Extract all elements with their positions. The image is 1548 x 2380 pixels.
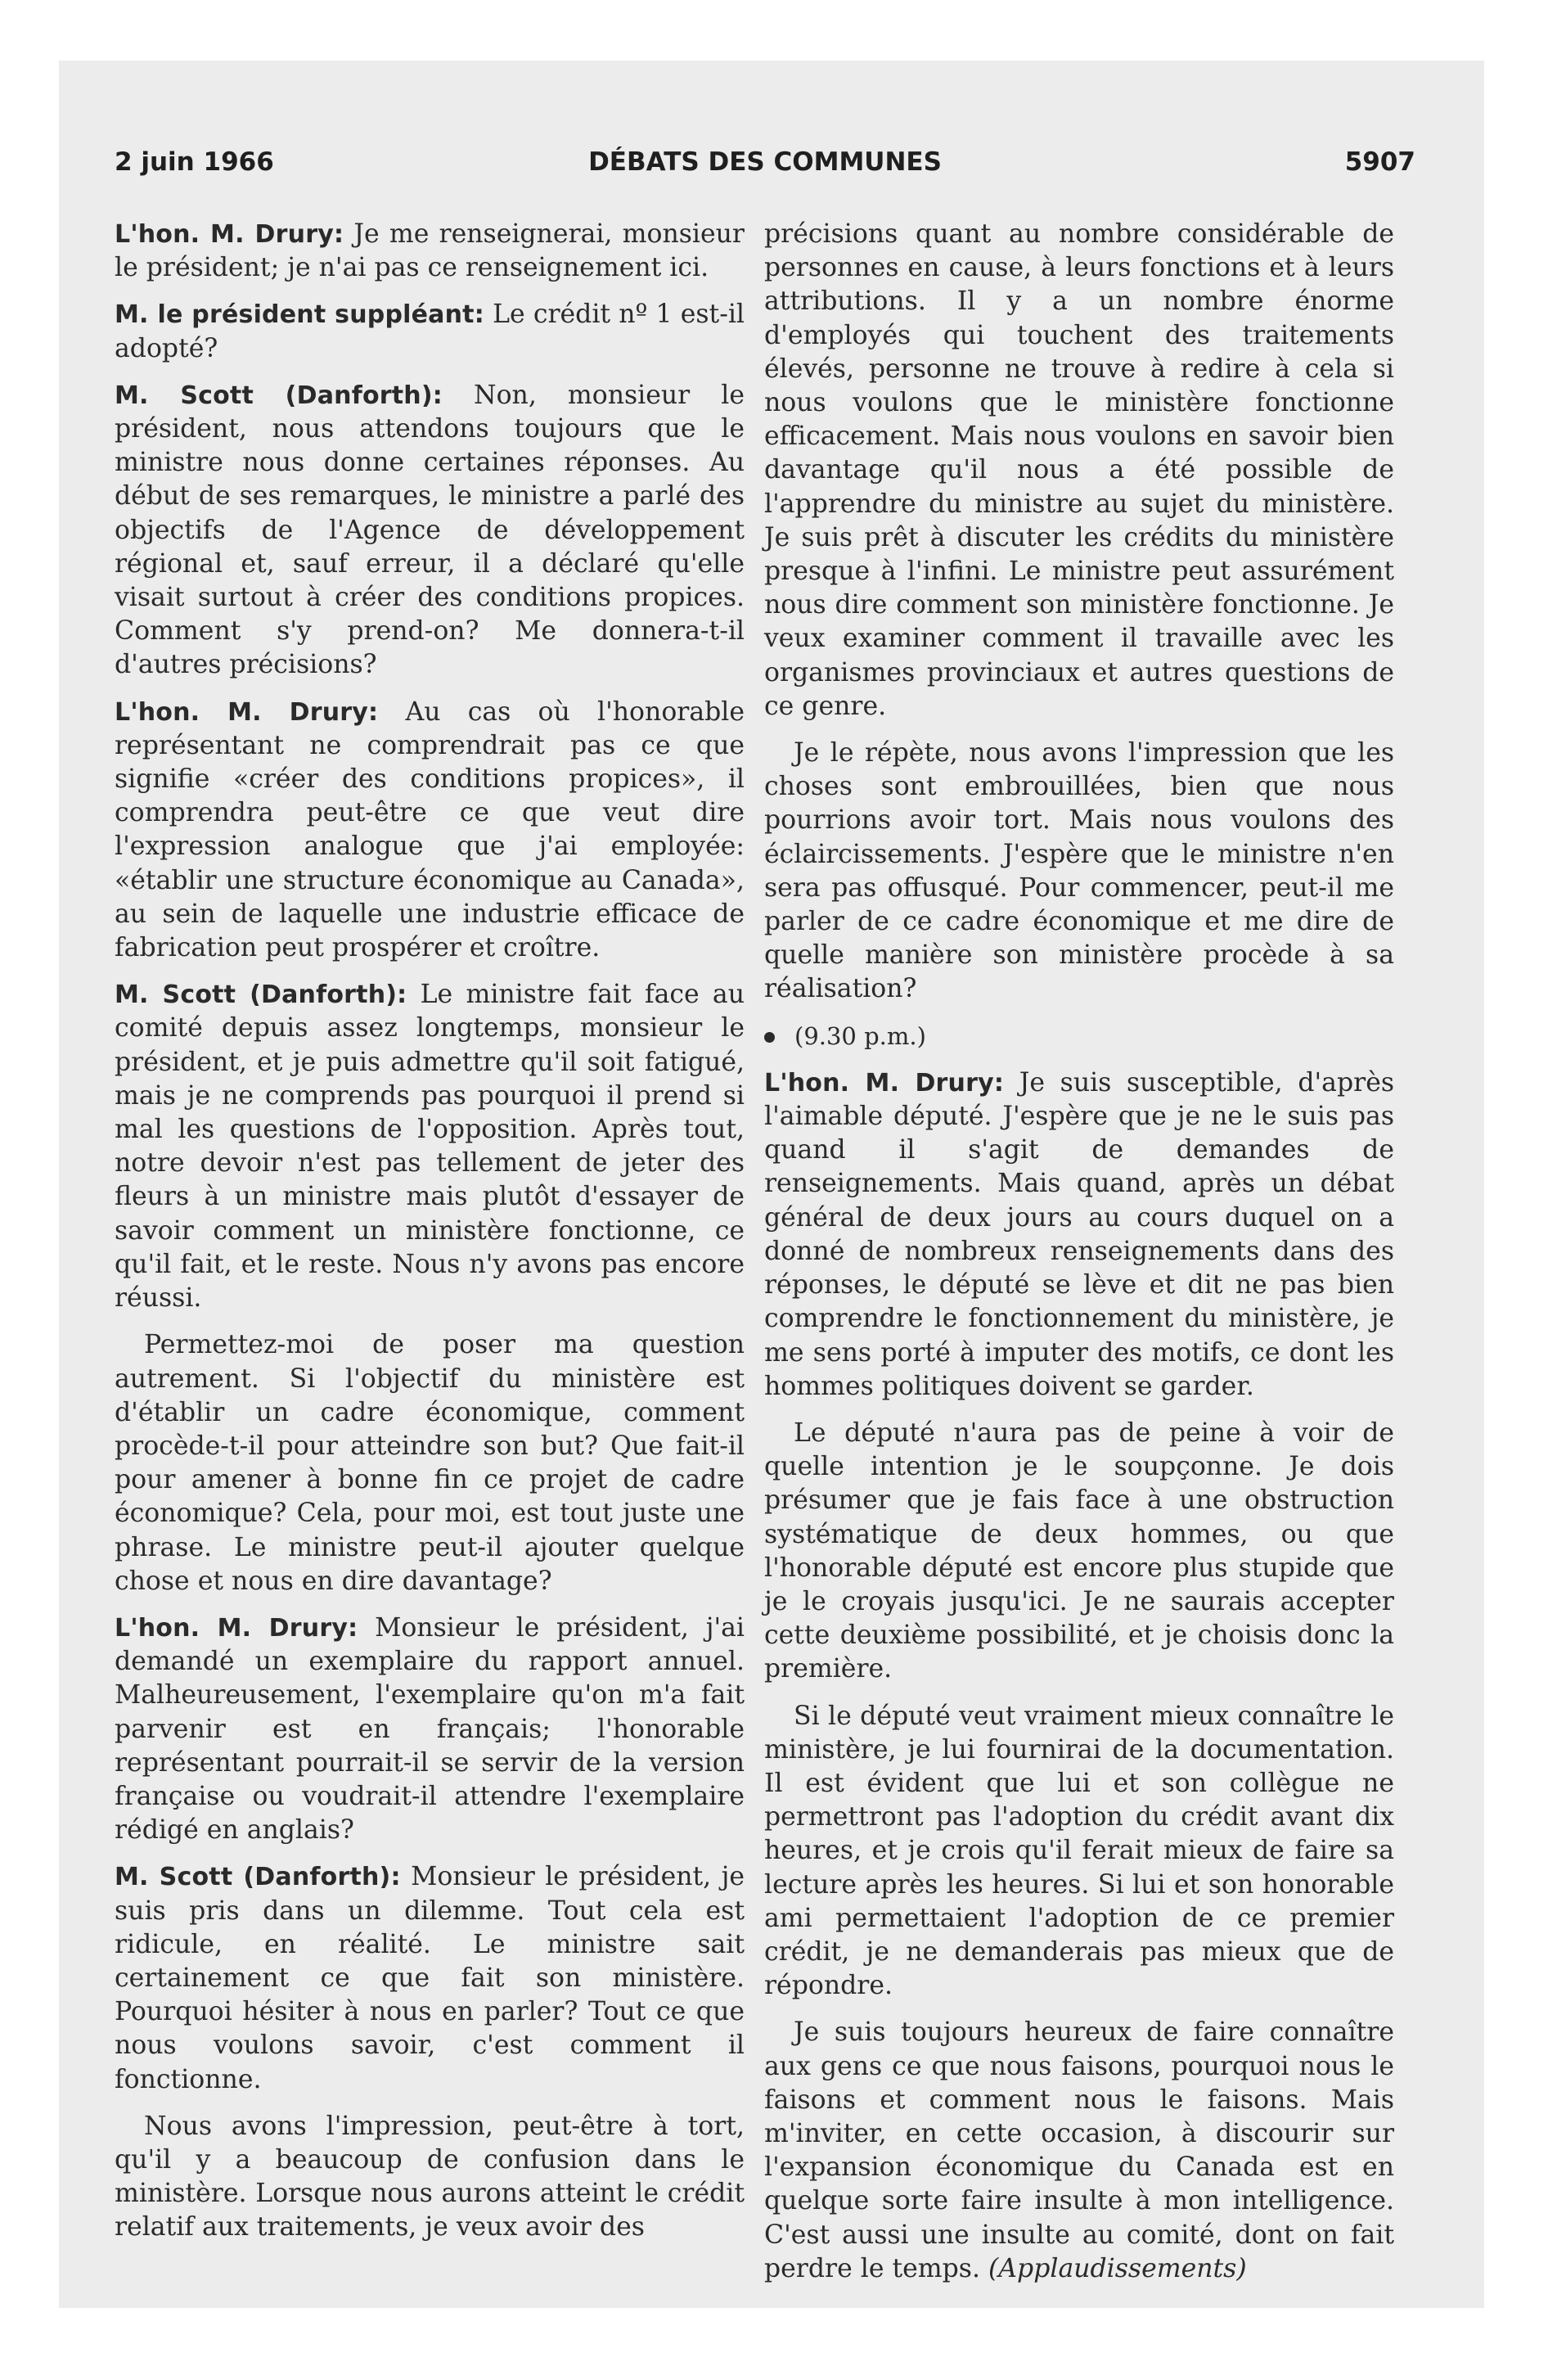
header-title: DÉBATS DES COMMUNES — [588, 147, 942, 177]
paragraph — [115, 218, 745, 285]
time-marker — [764, 1020, 1394, 1053]
speaker-name: L'hon. M. Drury: — [115, 220, 344, 249]
speaker-name: M. le président suppléant: — [115, 300, 484, 330]
paragraph-text: Je suis susceptible, d'après l'aimable député. J'espère que je ne le suis pas quand il s'agit de demandes de renseignements. Mais quand, après un débat général de deux jours au cours duquel on a donné de nombreux renseignements dans des réponses, le député se lève et dit ne pas bien comprendre le fonctionnement du ministère, je me sens porté à imputer des motifs, ce dont les hommes politiques doivent se garder. — [764, 1067, 1394, 1401]
speaker-name: M. Scott (Danforth): — [115, 1863, 401, 1892]
paragraph-text: Je me renseignerai, monsieur le président; je n'ai pas ce renseignement ici. — [115, 219, 745, 283]
paragraph-text: Au cas où l'honorable représentant ne comprendrait pas ce que signifie «créer des conditions propices», il comprendra peut-être ce que veut dire l'expression analogue que j'ai employée: «établir une structure économique au Canada», au sein de laquelle une industrie efficace de fabrication peut prospérer et croître. — [115, 696, 745, 963]
paragraph-text: Le crédit nº 1 est-il adopté? — [115, 300, 745, 363]
paragraph-text: Monsieur le président, je suis pris dans un dilemme. Tout cela est ridicule, en réalité. Le ministre sait certainement ce que fait son ministère. Pourquoi hésiter à nous en parler? Tout ce que nous voulons savoir, c'est comment il fonctionne. — [115, 1862, 745, 2094]
paragraph-text: Monsieur le président, j'ai demandé un exemplaire du rapport annuel. Malheureusement, l'exemplaire qu'on m'a fait parvenir est en français; l'honorable représentant pourrait-il se servir de la version française ou voudrait-il attendre l'exemplaire rédigé en anglais? — [115, 1612, 745, 1846]
right-column — [764, 218, 1394, 2299]
speaker-name: M. Scott (Danforth): — [115, 980, 407, 1010]
paragraph-text: Non, monsieur le président, nous attendons toujours que le ministre nous donne certaines réponses. Au début de ses remarques, le ministre a parlé des objectifs de l'Agence de développement régional et, sauf erreur, il a déclaré qu'elle visait surtout à créer des conditions propices. Comment s'y prend-on? Me donnera-t-il d'autres précisions? — [115, 380, 745, 680]
paragraph — [115, 1860, 745, 2096]
paragraph — [115, 1611, 745, 1847]
paragraph — [764, 737, 1394, 1007]
speaker-name: L'hon. M. Drury: — [115, 697, 379, 727]
paragraph — [115, 379, 745, 683]
paragraph — [115, 298, 745, 365]
paragraph-text: Le député n'aura pas de peine à voir de quelle intention je le soupçonne. Je dois présumer que je fais face à une obstruction systématique de deux hommes, ou que l'honorable député est encore plus stupide que je le croyais jusqu'ici. Je ne saurais accepter cette deuxième possibilité, et je choisis donc la première. — [764, 1418, 1394, 1684]
paragraph — [115, 2110, 745, 2245]
paragraph — [764, 1417, 1394, 1687]
paragraph — [115, 978, 745, 1315]
page-header — [115, 147, 1415, 185]
paragraph-text: Permettez-moi de poser ma question autrement. Si l'objectif du ministère est d'établir un cadre économique, comment procède-t-il pour atteindre son but? Que fait-il pour amener à bonne fin ce projet de cadre économique? Cela, pour moi, est tout juste une phrase. Le ministre peut-il ajouter quelque chose et nous en dire davantage? — [115, 1330, 745, 1596]
paragraph — [764, 1066, 1394, 1404]
speaker-name: M. Scott (Danforth): — [115, 381, 443, 410]
paragraph-text: Nous avons l'impression, peut-être à tort, qu'il y a beaucoup de confusion dans le ministère. Lorsque nous aurons atteint le crédit relatif aux traitements, je veux avoir des — [115, 2111, 745, 2243]
paragraph — [764, 2016, 1394, 2286]
paragraph-text: Si le député veut vraiment mieux connaître le ministère, je lui fournirai de la documentation. Il est évident que lui et son collègue ne permettront pas l'adoption du crédit avant dix heures, et je crois qu'il ferait mieux de faire sa lecture après les heures. Si lui et son honorable ami permettaient l'adoption de ce premier crédit, je ne demanderais pas mieux que de répondre. — [764, 1701, 1394, 2001]
paragraph-text: Je suis toujours heureux de faire connaître aux gens ce que nous faisons, pourquoi nous le faisons et comment nous le faisons. Mais m'inviter, en cette occasion, à discourir sur l'expansion économique du Canada est en quelque sorte faire insulte à mon intelligence. C'est aussi une insulte au comité, dont on fait perdre le temps. — [764, 2017, 1394, 2283]
left-column — [115, 218, 745, 2258]
paragraph — [115, 696, 745, 966]
header-date: 2 juin 1966 — [115, 147, 274, 177]
time-marker-text: (9.30 p.m.) — [794, 1021, 926, 1050]
paragraph-text: Je le répète, nous avons l'impression que les choses sont embrouillées, bien que nous pourrions avoir tort. Mais nous voulons des éclaircissements. J'espère que le ministre n'en sera pas offusqué. Pour commencer, peut-il me parler de ce cadre économique et me dire de quelle manière son ministère procède à sa réalisation? — [764, 738, 1394, 1004]
speaker-name: L'hon. M. Drury: — [115, 1613, 358, 1643]
bullet-icon — [764, 1032, 775, 1043]
paragraph-text: précisions quant au nombre considérable de personnes en cause, à leurs fonctions et à leurs attributions. Il y a un nombre énorme d'employés qui touchent des traitements élevés, personne ne trouve à redire à cela si nous voulons que le ministère fonctionne efficacement. Mais nous voulons en savoir bien davantage qu'il nous a été possible de l'apprendre du ministre au sujet du ministère. Je suis prêt à discuter les crédits du ministère presque à l'infini. Le ministre peut assurément nous dire comment son ministère fonctionne. Je veux examiner comment il travaille avec les organismes provinciaux et autres questions de ce genre. — [764, 219, 1394, 721]
speaker-name: L'hon. M. Drury: — [764, 1068, 1005, 1098]
applause-note: (Applaudissements) — [988, 2253, 1247, 2283]
paragraph — [115, 1328, 745, 1598]
header-page-number: 5907 — [1344, 147, 1415, 177]
paragraph-text: Le ministre fait face au comité depuis assez longtemps, monsieur le président, et je puis admettre qu'il soit fatigué, mais je ne comprends pas pourquoi il prend si mal les questions de l'opposition. Après tout, notre devoir n'est pas tellement de jeter des fleurs à un ministre mais plutôt d'essayer de savoir comment un ministère fonctionne, ce qu'il fait, et le reste. Nous n'y avons pas encore réussi. — [115, 980, 745, 1314]
paragraph — [764, 1700, 1394, 2004]
paragraph — [764, 218, 1394, 723]
